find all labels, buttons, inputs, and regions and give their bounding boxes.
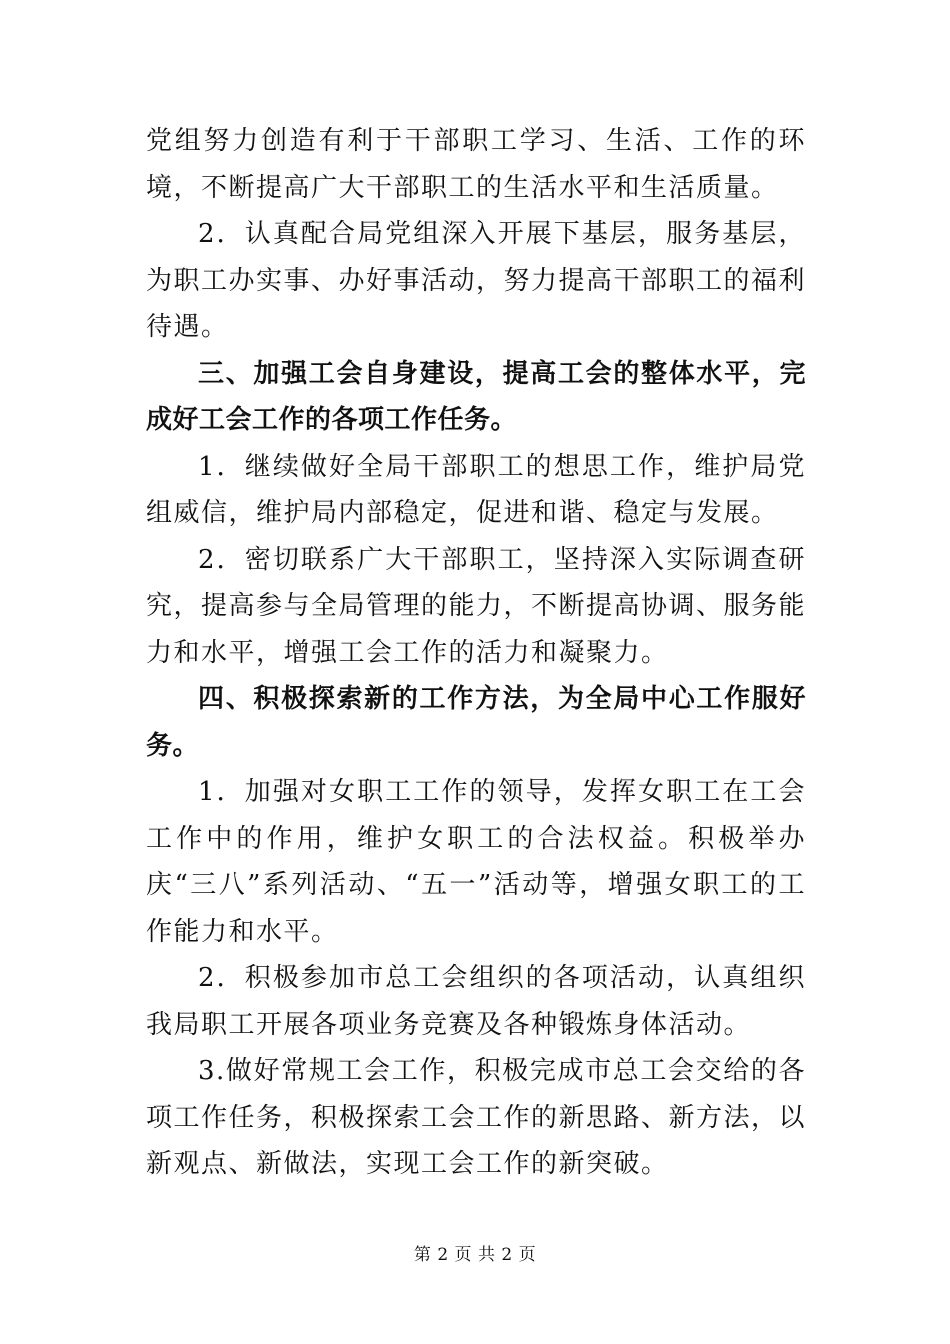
list-item-1-female-staff: 1．加强对女职工工作的领导，发挥女职工在工会工作中的作用，维护女职工的合法权益。积极举办庆“三八”系列活动、“五一”活动等，增强女职工的工作能力和水平。: [146, 777, 806, 947]
list-item-2-grassroots-service: 2．认真配合局党组深入开展下基层，服务基层，为职工办实事、办好事活动，努力提高干部职工的福利待遇。: [146, 219, 807, 342]
page-number-footer: 第 2 页 共 2 页: [413, 1245, 537, 1265]
list-item-1-ideological-work: 1．继续做好全局干部职工的想思工作，维护局党组威信，维护局内部稳定，促进和谐、稳定与发展。: [146, 451, 806, 528]
list-item-2-union-activities: 2．积极参加市总工会组织的各项活动，认真组织我局职工开展各项业务竞赛及各种锻炼身体活动。: [146, 963, 806, 1040]
paragraph-continuation: 党组努力创造有利于干部职工学习、生活、工作的环境，不断提高广大干部职工的生活水平和生活质量。: [146, 126, 806, 203]
section-heading-4: 四、积极探索新的工作方法，为全局中心工作服好务。: [146, 684, 806, 761]
list-item-3-routine-work: 3.做好常规工会工作，积极完成市总工会交给的各项工作任务，积极探索工会工作的新思路、新方法，以新观点、新做法，实现工会工作的新突破。: [146, 1056, 807, 1179]
document-body: [146, 118, 806, 1188]
section-heading-3: 三、加强工会自身建设，提高工会的整体水平，完成好工会工作的各项工作任务。: [146, 358, 806, 435]
list-item-2-contact-staff: 2．密切联系广大干部职工，坚持深入实际调查研究，提高参与全局管理的能力，不断提高协调、服务能力和水平，增强工会工作的活力和凝聚力。: [146, 544, 807, 668]
